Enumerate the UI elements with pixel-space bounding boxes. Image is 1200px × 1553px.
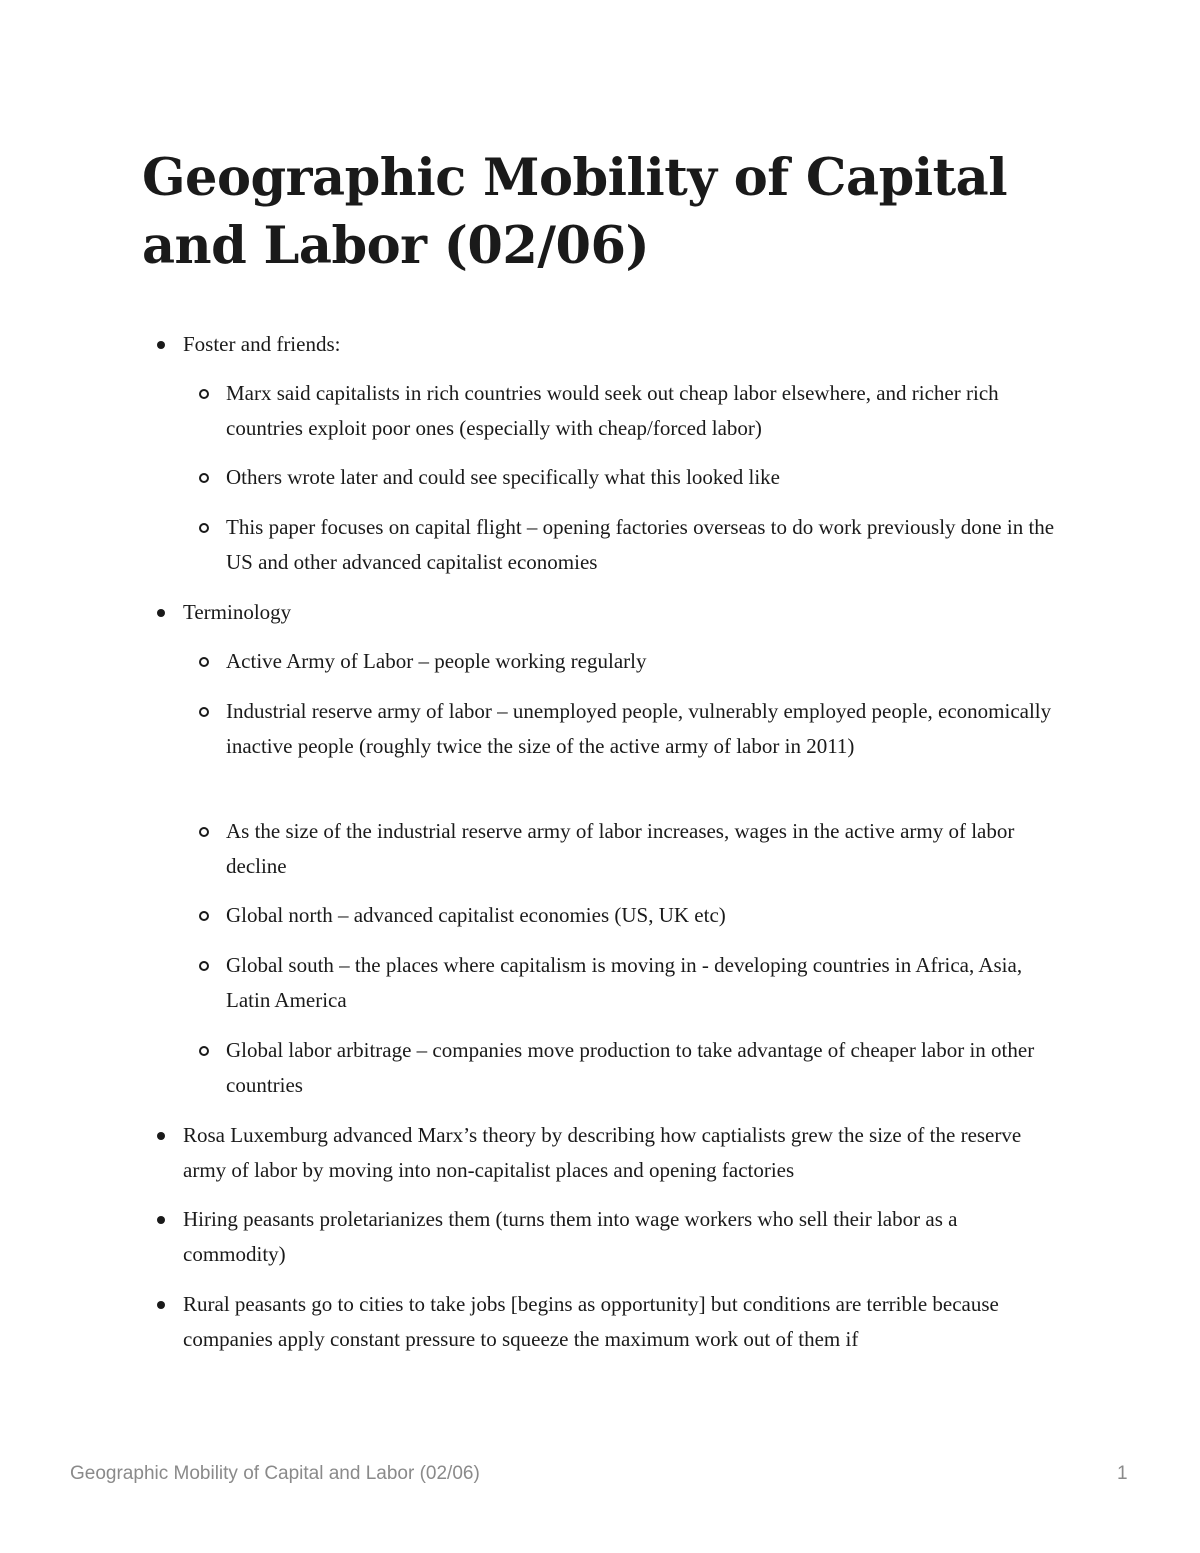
circle-bullet-icon [199,473,209,483]
list-item-text: Terminology [183,600,292,624]
list-item [226,376,1066,446]
disc-bullet-icon [157,1301,165,1309]
list-item [226,694,1066,764]
list-item-text: Global south – the places where capitalism is moving in - developing countries in Africa, Asia, Latin America [226,953,1023,1012]
footer-title: Geographic Mobility of Capital and Labor (02/06) [70,1463,480,1484]
list-item-text: Marx said capitalists in rich countries would seek out cheap labor elsewhere, and richer rich countries exploit poor ones (especially with cheap/forced labor) [226,381,999,440]
page-number: 1 [1117,1463,1128,1484]
list-item [226,644,1066,679]
circle-bullet-icon [199,389,209,399]
list-item [226,898,1066,933]
list-item [226,948,1066,1018]
list-item [183,1202,1063,1272]
list-item-text: Others wrote later and could see specifically what this looked like [226,465,780,489]
list-item-text: Global north – advanced capitalist economies (US, UK etc) [226,903,726,927]
disc-bullet-icon [157,341,165,349]
circle-bullet-icon [199,707,209,717]
circle-bullet-icon [199,827,209,837]
list-item-text: Hiring peasants proletarianizes them (turns them into wage workers who sell their labor as a commodity) [183,1207,958,1266]
list-item [226,510,1066,580]
list-item-text: Global labor arbitrage – companies move production to take advantage of cheaper labor in other countries [226,1038,1035,1097]
disc-bullet-icon [157,1216,165,1224]
list-item [183,327,1063,362]
page-title: Geographic Mobility of Capital and Labor (02/06) [142,148,1008,276]
list-item-text: Industrial reserve army of labor – unemployed people, vulnerably employed people, economically inactive people (roughly twice the size of the active army of labor in 2011) [226,699,1052,758]
list-item [226,460,1066,495]
list-item-text: This paper focuses on capital flight – opening factories overseas to do work previously done in the US and other advanced capitalist economies [226,515,1055,574]
list-item [183,1287,1063,1357]
list-item-text: Foster and friends: [183,332,341,356]
disc-bullet-icon [157,609,165,617]
list-item-text: Rosa Luxemburg advanced Marx’s theory by describing how captialists grew the size of the reserve army of labor by moving into non-capitalist places and opening factories [183,1123,1022,1182]
list-item-text: As the size of the industrial reserve army of labor increases, wages in the active army of labor decline [226,819,1015,878]
circle-bullet-icon [199,911,209,921]
list-item-text: Active Army of Labor – people working regularly [226,649,647,673]
disc-bullet-icon [157,1132,165,1140]
list-item [183,595,1063,630]
list-item [183,1118,1063,1188]
circle-bullet-icon [199,1046,209,1056]
list-item [226,814,1066,884]
circle-bullet-icon [199,523,209,533]
list-item [226,1033,1066,1103]
circle-bullet-icon [199,657,209,667]
list-item-text: Rural peasants go to cities to take jobs [begins as opportunity] but conditions are terrible because companies apply constant pressure to squeeze the maximum work out of them if [183,1292,999,1351]
circle-bullet-icon [199,961,209,971]
